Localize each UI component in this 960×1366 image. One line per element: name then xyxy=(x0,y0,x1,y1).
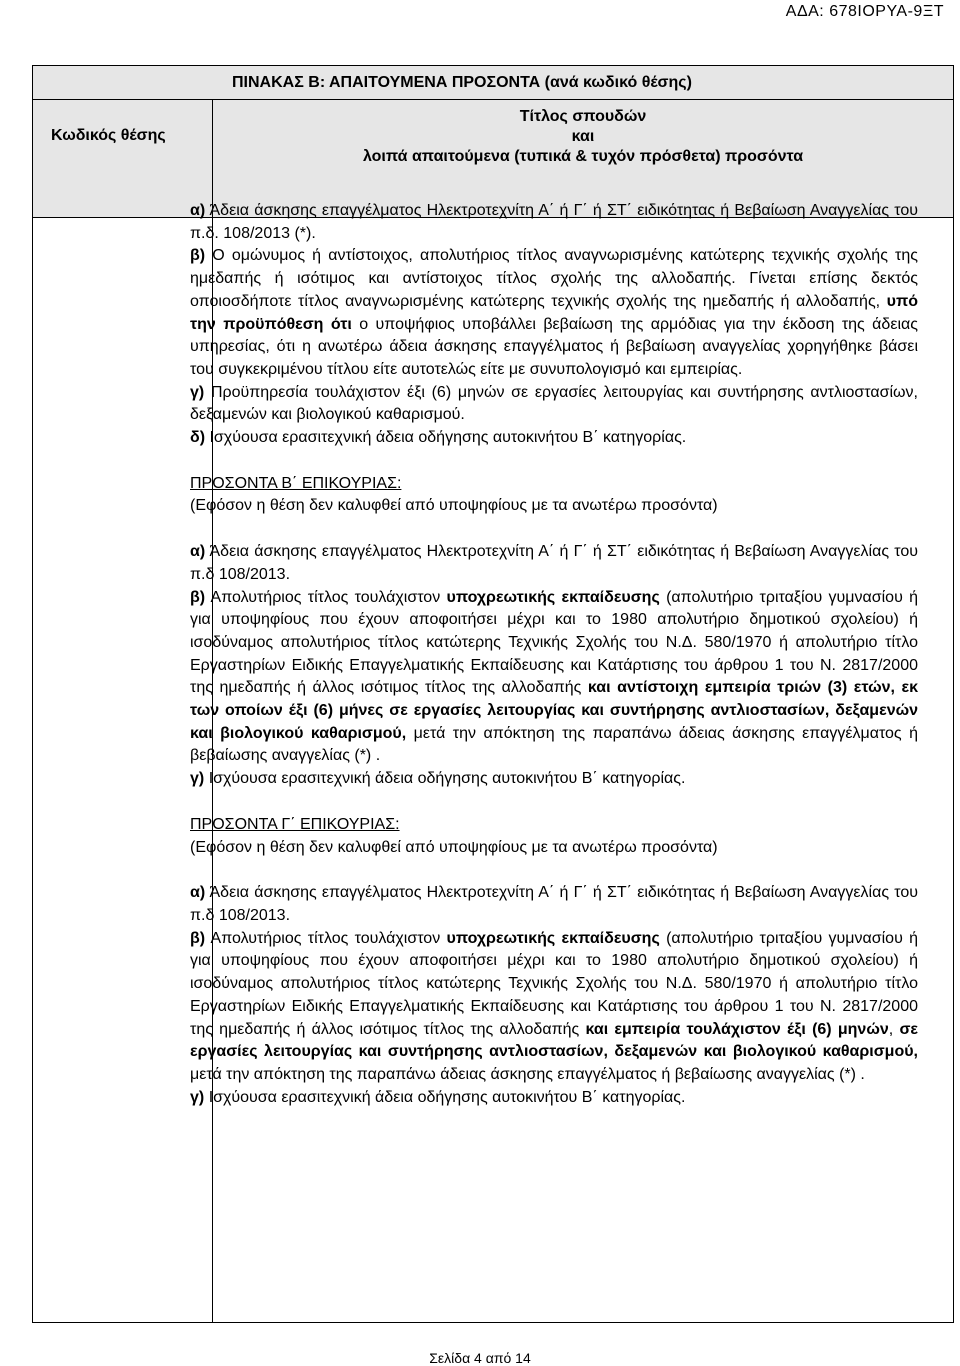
item-text: Απολυτήριος τίτλος τουλάχιστον xyxy=(210,929,441,947)
col-title-line-3: λοιπά απαιτούμενα (τυπικά & τυχόν πρόσθετα) προσόντα xyxy=(362,148,804,165)
item-label: γ) xyxy=(190,383,205,401)
item-label: δ) xyxy=(190,429,206,447)
main-item-a xyxy=(190,200,918,245)
item-text: μετά την απόκτηση της παραπάνω άδειας άσκησης επαγγέλματος ή βεβαίωσης αναγγελίας (*) . xyxy=(190,724,919,765)
item-text: (απολυτήριο τριταξίου γυμνασίου ή για υποψηφίους που έχουν αποφοιτήσει μέχρι και το 1980 απολυτήριο δημοτικού σχολείου) ή ισοδύναμος απολυτήριος τίτλος κατώτερης Τεχνικής Σχολής του Ν.Δ. 580/1970 ή απολυτήριο τίτλο Εργαστηρίων Ειδικής Επαγγελματικής Εκπαίδευσης και Κατάρτισης του άρθρου 1 του Ν. 2817/2000 της ημεδαπής ή άλλος ισότιμος τίτλος της αλλοδαπής xyxy=(190,929,919,1038)
section-b-item-b xyxy=(190,587,918,769)
item-text: Άδεια άσκησης επαγγέλματος Ηλεκτροτεχνίτη Α΄ ή Γ΄ ή ΣΤ΄ ειδικότητας ή Βεβαίωση Αναγγελίας του π.δ 108/2013. xyxy=(190,543,918,583)
code-column xyxy=(33,218,213,1322)
item-bold-text: υπό την προϋπόθεση ότι xyxy=(190,292,918,333)
item-text: , xyxy=(888,1020,894,1038)
item-text: Άδεια άσκησης επαγγέλματος Ηλεκτροτεχνίτη Α΄ ή Γ΄ ή ΣΤ΄ ειδικότητας ή Βεβαίωση Αναγγελίας του π.δ. 108/2013 (*). xyxy=(190,202,918,242)
item-text: Ισχύουσα ερασιτεχνική άδεια οδήγησης αυτοκινήτου Β΄ κατηγορίας. xyxy=(209,429,687,447)
item-text: Ισχύουσα ερασιτεχνική άδεια οδήγησης αυτοκινήτου Β΄ κατηγορίας. xyxy=(208,770,686,788)
item-bold-text: σε εργασίες λειτουργίας και συντήρησης αντλιοστασίων, δεξαμενών και βιολογικού καθαρισμού, xyxy=(190,1020,918,1061)
section-b-item-c xyxy=(190,768,918,791)
page-number: Σελίδα 4 από 14 xyxy=(429,1350,531,1366)
item-text: (απολυτήριο τριταξίου γυμνασίου ή για υποψηφίους που έχουν αποφοιτήσει μέχρι και το 1980 απολυτήριο δημοτικού σχολείου) ή ισοδύναμος απολυτήριος τίτλος κατώτερης Τεχνικής Σχολής του Ν.Δ. 580/1970 ή απολυτήριο τίτλο Εργαστηρίων Ειδικής Επαγγελματικής Εκπαίδευσης και Κατάρτισης του άρθρου 1 του Ν. 2817/2000 της ημεδαπής ή άλλος ισότιμος τίτλος της αλλοδαπής xyxy=(190,588,919,697)
section-b-note: (Εφόσον η θέση δεν καλυφθεί από υποψηφίους με τα ανωτέρω προσόντα) xyxy=(190,497,718,515)
requirements-content xyxy=(190,200,918,1109)
item-text: μετά την απόκτηση της παραπάνω άδειας άσκησης επαγγέλματος ή βεβαίωσης αναγγελίας (*) . xyxy=(190,1065,865,1083)
item-label: β) xyxy=(190,588,206,606)
col-code-label: Κωδικός θέσης xyxy=(51,127,166,144)
main-item-d xyxy=(190,427,918,450)
section-c-item-a xyxy=(190,882,918,927)
item-text: ο υποψήφιος υποβάλλει βεβαίωση της αρμόδιας για την έκδοση της άδειας υπηρεσίας, ότι η ανωτέρω άδεια άσκησης επαγγέλματος ή βεβαίωση αναγγελίας χορηγήθηκε βάσει του συγκεκριμένου τίτλου είτε αυτοτελώς είτε με συνυπολογισμό και εμπειρίας. xyxy=(190,315,918,378)
section-b-heading: ΠΡΟΣΟΝΤΑ Β΄ ΕΠΙΚΟΥΡΙΑΣ: xyxy=(190,474,402,492)
item-label: β) xyxy=(190,929,206,947)
item-text: Άδεια άσκησης επαγγέλματος Ηλεκτροτεχνίτη Α΄ ή Γ΄ ή ΣΤ΄ ειδικότητας ή Βεβαίωση Αναγγελίας του π.δ 108/2013. xyxy=(190,884,918,924)
item-label: β) xyxy=(190,247,206,265)
col-title-line-1: Τίτλος σπουδών xyxy=(519,108,647,125)
section-c-item-b xyxy=(190,928,918,1087)
item-text: Προϋπηρεσία τουλάχιστον έξι (6) μηνών σε εργασίες λειτουργίας και συντήρησης αντλιοστασίων, δεξαμενών και βιολογικού καθαρισμού. xyxy=(190,383,918,424)
item-label: α) xyxy=(190,202,206,219)
item-bold-text: και αντίστοιχη εμπειρία τριών (3) ετών, εκ των οποίων έξι (6) μήνες σε εργασίες λειτουργίας και συντήρησης αντλιοστασίων, δεξαμενών και βιολογικού καθαρισμού, xyxy=(190,679,918,742)
item-label: α) xyxy=(190,884,206,902)
item-bold-text: υποχρεωτικής εκπαίδευσης xyxy=(446,588,660,606)
item-label: γ) xyxy=(190,1088,205,1106)
item-label: α) xyxy=(190,543,206,561)
section-c-note: (Εφόσον η θέση δεν καλυφθεί από υποψηφίους με τα ανωτέρω προσόντα) xyxy=(190,838,718,856)
table-title-row xyxy=(33,66,953,100)
ada-code: ΑΔΑ: 678ΙΟΡΥΑ-9ΞΤ xyxy=(785,3,944,20)
header-cell-code xyxy=(33,100,213,217)
item-text: Απολυτήριος τίτλος τουλάχιστον xyxy=(210,588,441,606)
table-title: ΠΙΝΑΚΑΣ Β: ΑΠΑΙΤΟΥΜΕΝΑ ΠΡΟΣΟΝΤΑ (ανά κωδικό θέσης) xyxy=(232,74,692,91)
item-text: Ο ομώνυμος ή αντίστοιχος, απολυτήριος τίτλος αναγνωρισμένης κατώτερης τεχνικής σχολής της ημεδαπής ή ισότιμος και αντίστοιχος τίτλος σχολής της αλλοδαπής. Γίνεται επίσης δεκτός οποιοσδήποτε τίτλος αναγνωρισμένης κατώτερης τεχνικής σχολής της ημεδαπής ή αλλοδαπής, xyxy=(190,247,918,310)
section-c-item-c xyxy=(190,1087,918,1110)
col-title-line-2: και xyxy=(571,128,595,145)
item-bold-text: και εμπειρία τουλάχιστον έξι (6) μηνών xyxy=(585,1020,889,1038)
item-text: Ισχύουσα ερασιτεχνική άδεια οδήγησης αυτοκινήτου Β΄ κατηγορίας. xyxy=(208,1088,686,1106)
item-label: γ) xyxy=(190,770,205,788)
section-c-heading: ΠΡΟΣΟΝΤΑ Γ΄ ΕΠΙΚΟΥΡΙΑΣ: xyxy=(190,815,400,833)
main-item-b xyxy=(190,245,918,381)
main-item-c xyxy=(190,382,918,427)
item-bold-text: υποχρεωτικής εκπαίδευσης xyxy=(446,929,660,947)
section-b-item-a xyxy=(190,541,918,586)
